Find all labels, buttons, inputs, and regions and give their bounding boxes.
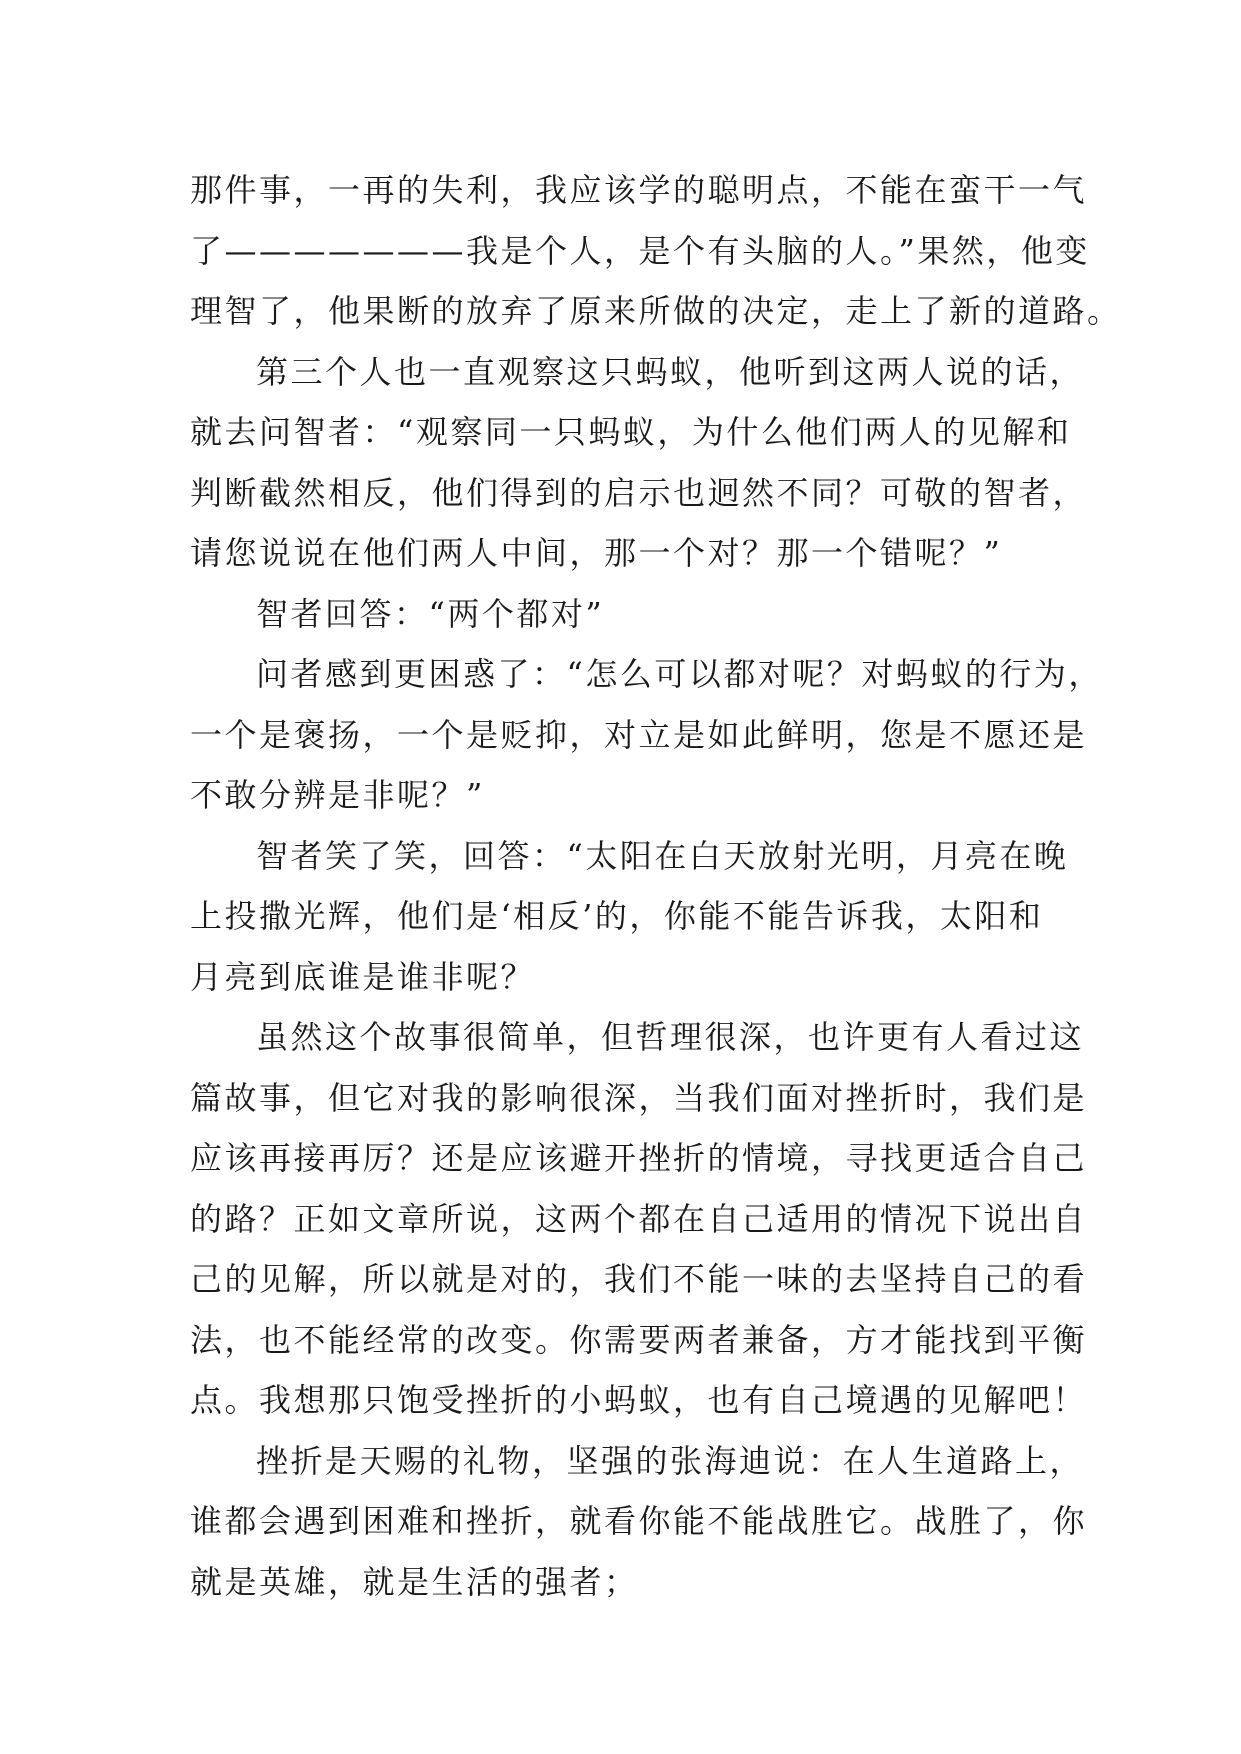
text-line: 判断截然相反，他们得到的启示也迥然不同？可敬的智者， bbox=[190, 473, 1088, 512]
text-line: 己的见解，所以就是对的，我们不能一味的去坚持自己的看 bbox=[190, 1260, 1088, 1298]
text-line: 上投撒光辉，他们是‘相反’的，你能不能告诉我，太阳和 bbox=[190, 897, 1044, 935]
paragraph-first-line: 虽然这个故事很简单，但哲理很深，也许更有人看过这 bbox=[256, 1018, 1085, 1056]
text-line: 不敢分辨是非呢？” bbox=[190, 776, 485, 814]
text-line: 月亮到底谁是谁非呢？ bbox=[190, 957, 536, 996]
text-line: 法，也不能经常的改变。你需要两者兼备，方才能找到平衡 bbox=[190, 1320, 1088, 1359]
paragraph-first-line: 挫折是天赐的礼物，坚强的张海迪说：在人生道路上， bbox=[256, 1441, 1085, 1480]
paragraph-first-line: 问者感到更困惑了：“怎么可以都对呢？对蚂蚁的行为， bbox=[256, 655, 1103, 693]
text-line: 理智了，他果断的放弃了原来所做的决定，走上了新的道路。 bbox=[190, 292, 1122, 330]
body-text bbox=[190, 160, 1122, 1612]
paragraph-first-line: 智者回答：“两个都对” bbox=[256, 594, 605, 633]
paragraph-first-line: 智者笑了笑，回答：“太阳在白天放射光明，月亮在晚 bbox=[256, 836, 1069, 875]
text-line: 就是英雄，就是生活的强者； bbox=[190, 1562, 639, 1601]
text-line: 请您说说在他们两人中间，那一个对？那一个错呢？” bbox=[190, 534, 1003, 572]
text-line: 了———————我是个人，是个有头脑的人。”果然，他变 bbox=[190, 231, 1090, 270]
text-line: 谁都会遇到困难和挫折，就看你能不能战胜它。战胜了，你 bbox=[190, 1502, 1088, 1540]
text-line: 的路？正如文章所说，这两个都在自己适用的情况下说出自 bbox=[190, 1199, 1088, 1238]
text-line: 应该再接再厉？还是应该避开挫折的情境，寻找更适合自己 bbox=[190, 1139, 1088, 1177]
text-line: 点。我想那只饱受挫折的小蚂蚁，也有自己境遇的见解吧！ bbox=[190, 1381, 1088, 1419]
text-line: 那件事，一再的失利，我应该学的聪明点，不能在蛮干一气 bbox=[190, 171, 1088, 209]
paragraph-first-line: 第三个人也一直观察这只蚂蚁，他听到这两人说的话， bbox=[256, 352, 1085, 391]
text-line: 篇故事，但它对我的影响很深，当我们面对挫折时，我们是 bbox=[190, 1078, 1088, 1117]
text-line: 就去问智者：“观察同一只蚂蚁，为什么他们两人的见解和 bbox=[190, 413, 1072, 451]
text-line: 一个是褒扬，一个是贬抑，对立是如此鲜明，您是不愿还是 bbox=[190, 715, 1088, 754]
